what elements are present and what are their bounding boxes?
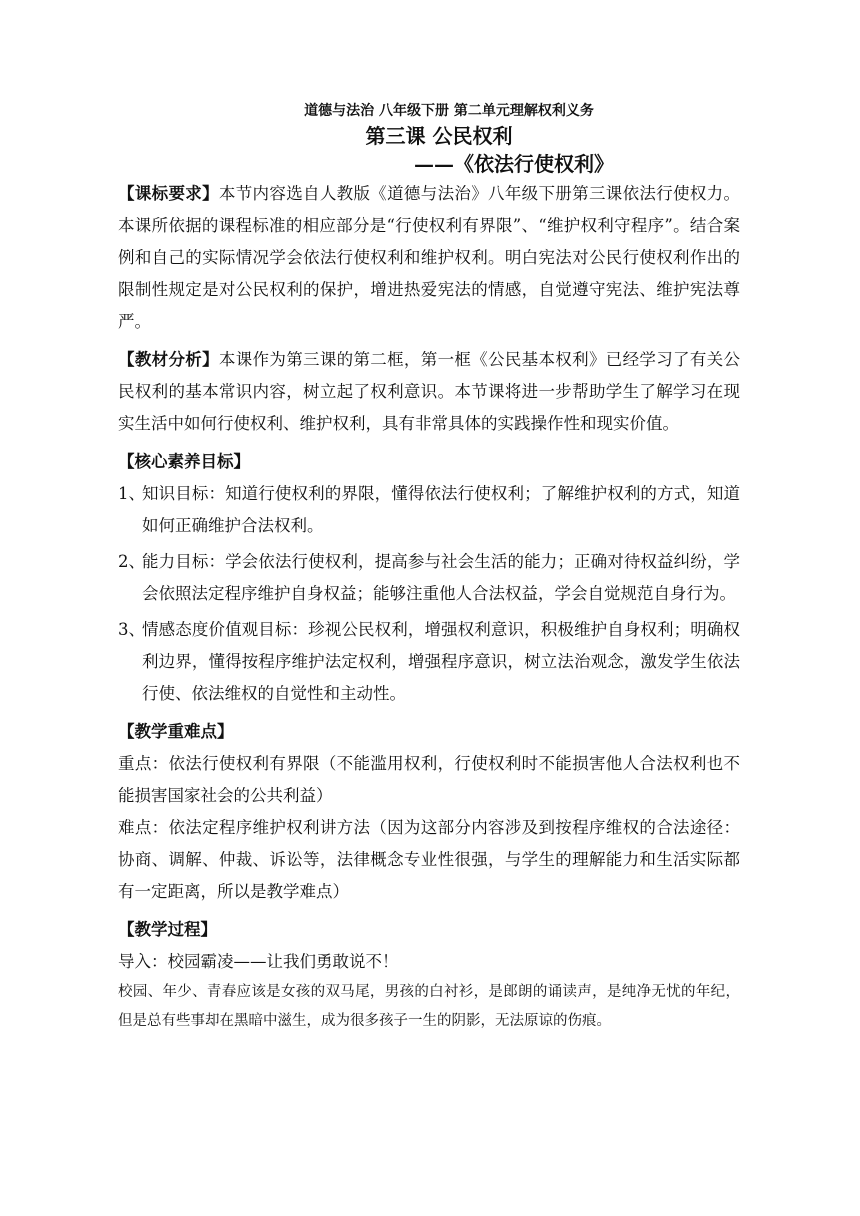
difficulty-text: 难点：依法定程序维护权利讲方法（因为这部分内容涉及到按程序维权的合法途径：协商、调解、仲裁、诉讼等，法律概念专业性很强，与学生的理解能力和生活实际都有一定距离，所以是教学难点） xyxy=(118,818,740,901)
curriculum-section xyxy=(118,178,740,338)
list-item xyxy=(118,614,740,710)
list-item-number: 2、 xyxy=(118,552,145,571)
list-item-text: 情感态度价值观目标：珍视公民权利，增强权利意识，积极维护自身权利；明确权利边界，懂得按程序维护法定权利，增强程序意识，树立法治观念，激发学生依法行使、依法维权的自觉性和主动性。 xyxy=(142,620,740,703)
list-item-number: 3、 xyxy=(118,620,145,639)
list-item xyxy=(118,478,740,542)
intro-text: 导入：校园霸凌——让我们勇敢说不！ xyxy=(118,952,399,971)
story-text: 校园、年少、青春应该是女孩的双马尾，男孩的白衬衫，是郎朗的诵读声，是纯净无忧的年纪，但是总有些事却在黑暗中滋生，成为很多孩子一生的阴影，无法原谅的伤痕。 xyxy=(118,984,740,1029)
list-item xyxy=(118,546,740,610)
process-heading: 【教学过程】 xyxy=(118,920,217,939)
key-points-heading: 【教学重难点】 xyxy=(118,722,234,741)
curriculum-text: 本节内容选自人教版《道德与法治》八年级下册第三课依法行使权力。本课所依据的课程标准的相应部分是“行使权利有界限”、“维护权利守程序”。结合案例和自己的实际情况学会依法行使权利和维护权利。明白宪法对公民行使权利作出的限制性规定是对公民权利的保护，增进热爱宪法的情感，自觉遵守宪法、维护宪法尊严。 xyxy=(118,184,741,331)
lesson-subtitle: ——《依法行使权利》 xyxy=(414,152,614,176)
goals-heading: 【核心素养目标】 xyxy=(118,452,250,471)
course-header: 道德与法治 八年级下册 第二单元理解权利义务 xyxy=(304,103,594,119)
focus-text: 重点：依法行使权利有界限（不能滥用权利，行使权利时不能损害他人合法权利也不能损害国家社会的公共利益） xyxy=(118,754,740,805)
goals-list xyxy=(118,478,740,710)
analysis-tag: 【教材分析】 xyxy=(118,350,219,369)
analysis-section xyxy=(118,344,740,440)
list-item-number: 1、 xyxy=(118,484,145,503)
curriculum-tag: 【课标要求】 xyxy=(118,184,219,203)
document-page xyxy=(118,100,740,1036)
list-item-text: 能力目标：学会依法行使权利，提高参与社会生活的能力；正确对待权益纠纷，学会依照法定程序维护自身权益；能够注重他人合法权益，学会自觉规范自身行为。 xyxy=(142,552,740,603)
list-item-text: 知识目标：知道行使权利的界限，懂得依法行使权利；了解维护权利的方式，知道如何正确维护合法权利。 xyxy=(142,484,740,535)
analysis-text: 本课作为第三课的第二框，第一框《公民基本权利》已经学习了有关公民权利的基本常识内容，树立起了权利意识。本节课将进一步帮助学生了解学习在现实生活中如何行使权利、维护权利，具有非常具体的实践操作性和现实价值。 xyxy=(118,350,741,433)
lesson-title: 第三课 公民权利 xyxy=(365,124,513,148)
